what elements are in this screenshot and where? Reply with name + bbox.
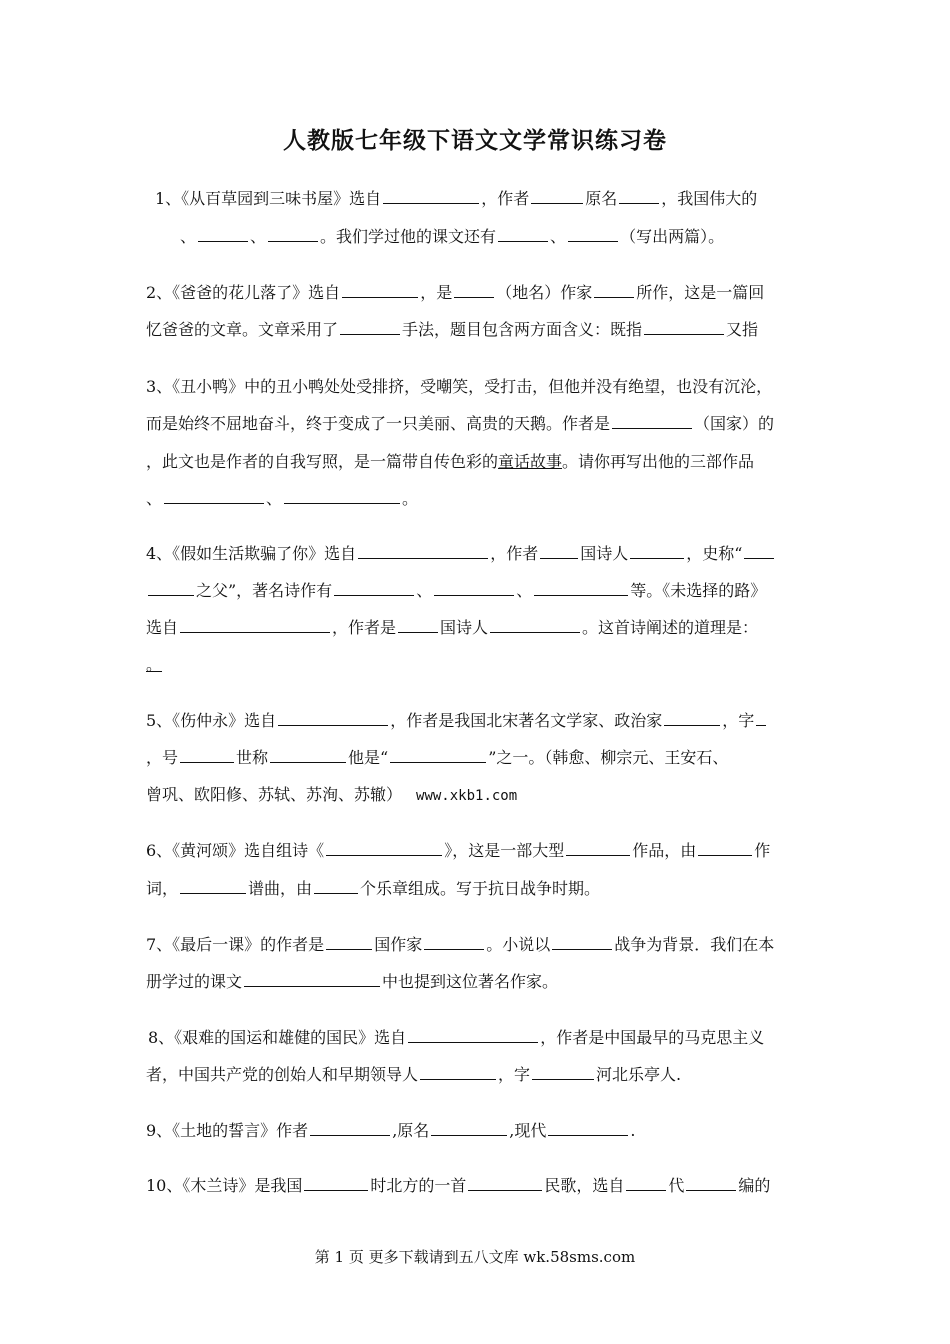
blank[interactable] xyxy=(626,1174,666,1191)
blank[interactable] xyxy=(304,1174,368,1191)
question-4-line-3: 选自 ，作者是 国诗人 。这首诗阐述的道理是： xyxy=(146,618,759,637)
question-3-line-1: 3、《丑小鸭》中的丑小鸭处处受排挤，受嘲笑，受打击，但他并没有绝望，也没有沉沦， xyxy=(146,377,773,396)
blank[interactable] xyxy=(490,616,580,633)
question-2-line-2: 忆爸爸的文章。文章采用了 手法，题目包含两方面含义：既指 又指 xyxy=(146,320,759,339)
blank[interactable] xyxy=(686,1174,736,1191)
blank[interactable] xyxy=(698,839,752,856)
blank[interactable] xyxy=(278,709,388,726)
blank[interactable] xyxy=(358,542,488,559)
question-7-line-1: 7、《最后一课》的作者是 国作家 。小说以 战争为背景．我们在本 xyxy=(146,935,775,954)
blank[interactable] xyxy=(164,487,264,504)
blank[interactable] xyxy=(180,877,246,894)
blank[interactable] xyxy=(594,281,634,298)
question-6-line-2: 词， 谱曲，由 个乐章组成。写于抗日战争时期。 xyxy=(146,879,601,898)
question-4-line-1: 4、《假如生活欺骗了你》选自 ，作者 国诗人 ，史称“ xyxy=(146,541,808,564)
blank[interactable] xyxy=(468,1174,542,1191)
blank[interactable] xyxy=(180,746,234,763)
blank[interactable] xyxy=(664,709,720,726)
blank[interactable] xyxy=(310,1119,390,1136)
question-4-line-4: 。 xyxy=(146,655,163,674)
blank[interactable] xyxy=(340,318,400,335)
blank[interactable] xyxy=(420,1063,496,1080)
blank[interactable] xyxy=(398,616,438,633)
blank[interactable] xyxy=(534,579,628,596)
blank[interactable] xyxy=(198,225,248,242)
website-link[interactable]: www.xkb1.com xyxy=(416,788,518,804)
blank[interactable] xyxy=(548,1119,628,1136)
blank[interactable] xyxy=(390,746,486,763)
blank[interactable] xyxy=(619,187,659,204)
blank[interactable] xyxy=(756,709,766,726)
question-4-line-2: 之父”，著名诗作有 、 、 等。《未选择的路》 xyxy=(146,578,808,601)
blank[interactable] xyxy=(408,1026,538,1043)
blank[interactable] xyxy=(424,933,484,950)
blank[interactable] xyxy=(383,187,479,204)
question-2-line-1: 2、《爸爸的花儿落了》选自 ，是 （地名）作家 所作，这是一篇回 xyxy=(146,283,765,302)
blank[interactable] xyxy=(532,1063,594,1080)
question-3-line-2: 而是始终不屈地奋斗，终于变成了一只美丽、高贵的天鹅。作者是 （国家）的 xyxy=(146,414,775,433)
blank[interactable] xyxy=(180,616,330,633)
blank[interactable] xyxy=(342,281,418,298)
page-footer: 第 1 页 更多下载请到五八文库 wk.58sms.com xyxy=(314,1248,636,1266)
question-5-line-2: ，号 世称 他是“ ”之一。（韩愈、柳宗元、王安石、 xyxy=(146,748,729,767)
question-7-line-2: 册学过的课文 中也提到这位著名作家。 xyxy=(146,972,559,991)
blank[interactable] xyxy=(148,579,194,596)
question-6-line-1: 6、《黄河颂》选自组诗《 》，这是一部大型 作品，由 作 xyxy=(146,841,771,860)
blank[interactable] xyxy=(630,542,684,559)
blank[interactable] xyxy=(326,839,442,856)
blank[interactable] xyxy=(744,542,774,559)
question-8-line-2: 者，中国共产党的创始人和早期领导人 ，字 河北乐亭人. xyxy=(146,1065,682,1084)
question-1-line-2: 、 、 。我们学过他的课文还有 、 （写出两篇）。 xyxy=(180,227,725,246)
blank[interactable] xyxy=(566,839,630,856)
blank[interactable] xyxy=(644,318,724,335)
blank[interactable] xyxy=(612,412,692,429)
blank[interactable] xyxy=(284,487,400,504)
question-1-line-1: 1、《从百草园到三味书屋》选自 ，作者 原名 ，我国伟大的 xyxy=(155,189,758,208)
page-title: 人教版七年级下语文文学常识练习卷 xyxy=(283,127,667,154)
question-5-line-3: 曾巩、欧阳修、苏轼、苏洵、苏辙） www.xkb1.com xyxy=(146,785,518,804)
question-9-line-1: 9、《土地的誓言》作者 ,原名 ,现代 . xyxy=(146,1121,636,1140)
blank[interactable] xyxy=(326,933,372,950)
question-10-line-1: 10、《木兰诗》是我国 时北方的一首 民歌，选自 代 编的 xyxy=(146,1176,771,1195)
blank[interactable] xyxy=(334,579,414,596)
blank[interactable] xyxy=(268,225,318,242)
blank[interactable] xyxy=(531,187,583,204)
question-3-line-4: 、 、 。 xyxy=(146,489,419,508)
blank[interactable] xyxy=(431,1119,507,1136)
blank[interactable] xyxy=(454,281,494,298)
blank[interactable] xyxy=(498,225,548,242)
blank[interactable] xyxy=(552,933,612,950)
blank[interactable] xyxy=(540,542,578,559)
blank[interactable] xyxy=(314,877,358,894)
question-5-line-1: 5、《伤仲永》选自 ，作者是我国北宋著名文学家、政治家 ，字 xyxy=(146,708,808,731)
blank[interactable] xyxy=(244,970,380,987)
question-8-line-1: 8、《艰难的国运和雄健的国民》选自 ，作者是中国最早的马克思主义 xyxy=(148,1028,765,1047)
blank[interactable] xyxy=(568,225,618,242)
question-3-line-3: ，此文也是作者的自我写照，是一篇带自传色彩的童话故事。请你再写出他的三部作品 xyxy=(146,452,755,471)
blank[interactable] xyxy=(270,746,346,763)
blank[interactable] xyxy=(434,579,514,596)
